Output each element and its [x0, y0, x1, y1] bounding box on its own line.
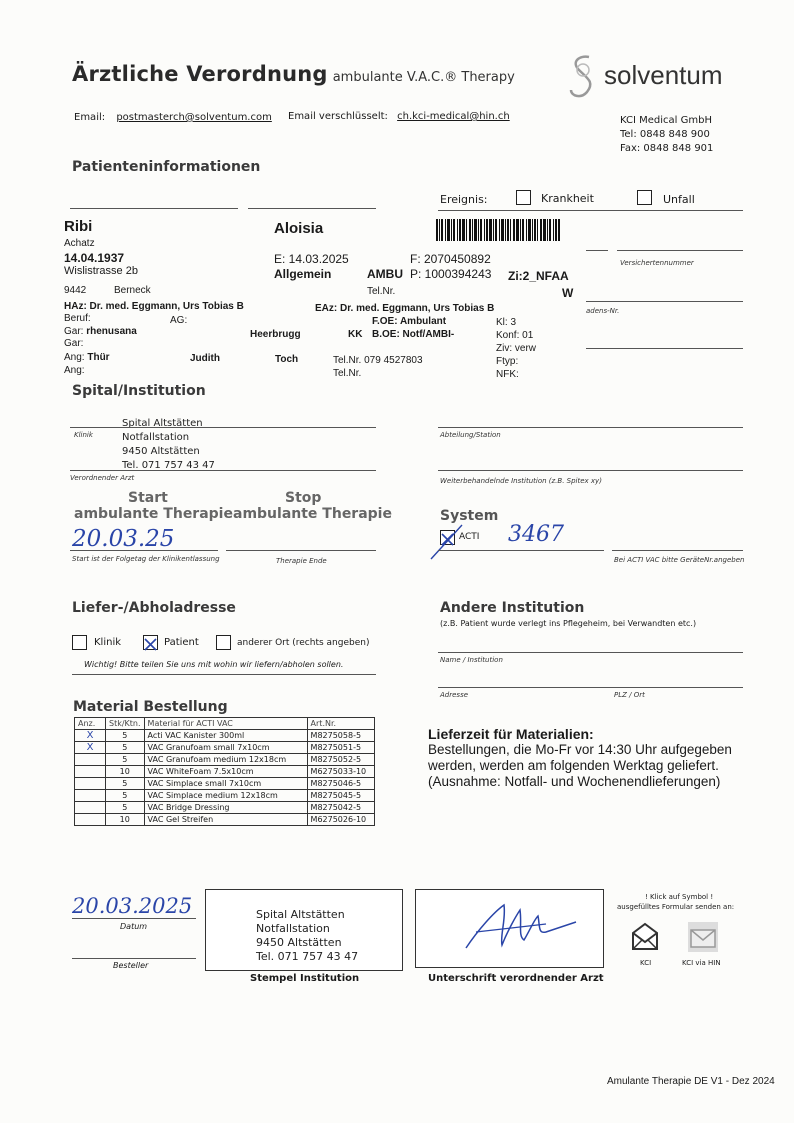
patient-ang2-label: Ang: [64, 365, 85, 376]
cell-quantity[interactable] [75, 766, 106, 778]
start-title-2: ambulante Therapie [74, 506, 233, 522]
inst-stamp-line3: 9450 Altstätten [256, 936, 342, 949]
patient-room: Zi:2_NFAA [508, 269, 569, 283]
patient-barcode [436, 219, 560, 241]
signature-date[interactable]: 20.03.2025 [72, 894, 193, 918]
material-order-table [74, 717, 375, 826]
insurance-number-label: Versichertennummer [620, 259, 694, 267]
envelope-icon [630, 922, 660, 952]
line [438, 470, 743, 471]
cell-material: VAC Bridge Dressing [144, 802, 307, 814]
solventum-logo-icon [565, 52, 605, 102]
company-tel: Tel: 0848 848 900 [620, 129, 710, 140]
delivery-time-text [428, 742, 732, 790]
cell-material: VAC Simplace small 7x10cm [144, 778, 307, 790]
inst-stamp-line2: Notfallstation [256, 922, 330, 935]
name-institution-label: Name / Institution [440, 656, 503, 664]
patient-ang-firstname: Judith [190, 353, 220, 364]
patient-case-number: F: 2070450892 [410, 252, 491, 266]
table-header-row [75, 718, 375, 730]
spital-stamp-line2: Notfallstation [122, 432, 190, 443]
cell-article-number: M8275042-5 [307, 802, 374, 814]
spital-section-title: Spital/Institution [72, 383, 206, 399]
cell-quantity[interactable] [75, 754, 106, 766]
event-illness-label: Krankheit [541, 192, 594, 205]
cell-material: VAC WhiteFoam 7.5x10cm [144, 766, 307, 778]
cell-article-number: M8275045-5 [307, 790, 374, 802]
col-header-artnr: Art.Nr. [307, 718, 374, 730]
check-x-icon [144, 638, 157, 651]
start-title-1: Start [128, 490, 168, 506]
patient-entry-date: E: 14.03.2025 [274, 252, 349, 266]
hin-envelope-icon [688, 922, 718, 952]
cell-pack-size: 10 [106, 766, 145, 778]
cell-pack-size: 5 [106, 802, 145, 814]
kci-label: KCI [640, 959, 652, 967]
cell-pack-size: 5 [106, 742, 145, 754]
patient-gar-label [64, 326, 137, 337]
event-label: Ereignis: [440, 193, 488, 206]
patient-kl: Kl: 3 [496, 317, 517, 328]
address-label: Adresse [440, 691, 469, 699]
line [586, 250, 608, 251]
patient-street: Wislistrasse 2b [64, 265, 138, 277]
scribble-mark-icon [428, 522, 466, 562]
table-row [75, 754, 375, 766]
spital-stamp-line3: 9450 Altstätten [122, 446, 200, 457]
other-institution-note: (z.B. Patient wurde verlegt ins Pflegeheim, bei Verwandten etc.) [440, 619, 697, 628]
cell-material: VAC Granufoam small 7x10cm [144, 742, 307, 754]
click-note-2: ausgefülltes Formular senden an: [617, 903, 735, 911]
cell-quantity[interactable] [75, 802, 106, 814]
patient-section-title: Patienteninformationen [72, 159, 261, 175]
delivery-patient-label: Patient [164, 637, 199, 648]
delivery-klinik-checkbox[interactable] [72, 635, 87, 650]
brand-name: solventum [604, 60, 723, 90]
patient-surname: Ribi [64, 218, 93, 235]
form-title-main: Ärztliche Verordnung [72, 62, 328, 86]
patient-employer-label: AG: [170, 315, 188, 326]
spital-stamp [122, 417, 215, 473]
cell-article-number: M8275051-5 [307, 742, 374, 754]
table-row [75, 790, 375, 802]
cell-article-number: M6275026-10 [307, 814, 374, 826]
line [70, 427, 376, 428]
click-note-1: ! Klick auf Symbol ! [645, 893, 714, 901]
delivery-time-line2: werden, werden am folgenden Werktag geliefert. [428, 758, 719, 773]
cell-pack-size: 5 [106, 778, 145, 790]
stamp-institution-label: Stempel Institution [250, 973, 360, 984]
device-note: Bei ACTI VAC bitte GeräteNr.angeben [614, 556, 745, 564]
table-row [75, 742, 375, 754]
cell-pack-size: 10 [106, 814, 145, 826]
start-note: Start ist der Folgetag der Klinikentlassung [72, 555, 220, 563]
email-enc-label: Email verschlüsselt: [288, 111, 388, 122]
cell-pack-size: 5 [106, 754, 145, 766]
delivery-time-title: Lieferzeit für Materialien: [428, 726, 594, 742]
line [72, 918, 196, 919]
doctor-signature-scribble-icon [416, 890, 603, 967]
line [438, 550, 604, 551]
patient-zip: 9442 [64, 285, 87, 296]
patient-job-label: Beruf: [64, 313, 91, 324]
stop-title-1: Stop [285, 490, 322, 506]
patient-ang-label [64, 352, 110, 363]
patient-home-doctor: HAz: Dr. med. Eggmann, Urs Tobias B [64, 301, 244, 312]
spital-stamp-line1: Spital Altstätten [122, 418, 203, 429]
cell-article-number: M8275046-5 [307, 778, 374, 790]
line [438, 427, 743, 428]
patient-f-oe: F.OE: Ambulant [372, 316, 447, 327]
delivery-note: Wichtig! Bitte teilen Sie uns mit wohin wir liefern/abholen sollen. [84, 660, 344, 669]
delivery-patient-checkbox[interactable] [143, 635, 158, 650]
company-fax: Fax: 0848 848 901 [620, 143, 714, 154]
form-title [72, 62, 515, 86]
stop-title-2: ambulante Therapie [233, 506, 392, 522]
email-enc-row [288, 111, 510, 122]
department-label: Abteilung/Station [440, 431, 501, 439]
cell-quantity[interactable] [75, 814, 106, 826]
line [226, 550, 376, 551]
table-row [75, 730, 375, 742]
line [248, 208, 376, 209]
line [612, 550, 743, 551]
klinik-label: Klinik [74, 431, 93, 439]
company-name: KCI Medical GmbH [620, 115, 712, 126]
doctor-signature-label: Unterschrift verordnender Arzt [428, 973, 604, 984]
patient-ziv: Ziv: verw [496, 343, 536, 354]
line [438, 210, 743, 211]
patient-city: Berneck [114, 285, 151, 296]
orderer-label: Besteller [113, 961, 149, 970]
patient-ftyp: Ftyp: [496, 356, 519, 367]
patient-dob: 14.04.1937 [64, 251, 125, 265]
line [586, 301, 743, 302]
event-illness-checkbox[interactable] [516, 190, 531, 205]
patient-ambu: AMBU [367, 267, 403, 281]
cell-quantity[interactable]: X [75, 730, 106, 742]
line [70, 550, 218, 551]
other-institution-title: Andere Institution [440, 600, 585, 616]
cell-pack-size: 5 [106, 790, 145, 802]
event-accident-checkbox[interactable] [637, 190, 652, 205]
patient-konf: Konf: 01 [496, 330, 534, 341]
patient-kk: KK [348, 329, 363, 340]
col-header-anz: Anz. [75, 718, 106, 730]
table-row [75, 778, 375, 790]
doctor-signature-box[interactable] [415, 889, 604, 968]
patient-ang-tel2: Tel.Nr. [333, 368, 362, 379]
patient-ward-w: W [562, 286, 574, 300]
cell-article-number: M8275052-5 [307, 754, 374, 766]
cell-quantity[interactable] [75, 790, 106, 802]
delivery-section-title: Liefer-/Abholadresse [72, 600, 236, 616]
cell-article-number: M6275033-10 [307, 766, 374, 778]
patient-b-oe: B.OE: Notf/AMBI- [372, 329, 455, 340]
cell-material: VAC Granufoam medium 12x18cm [144, 754, 307, 766]
kci-hin-label: KCI via HIN [682, 959, 721, 967]
patient-p-number: P: 1000394243 [410, 267, 492, 281]
inst-stamp-line1: Spital Altstätten [256, 908, 345, 921]
cell-material: Acti VAC Kanister 300ml [144, 730, 307, 742]
email-row [74, 112, 272, 123]
patient-ang-tel: Tel.Nr. 079 4527803 [333, 355, 423, 366]
date-label: Datum [120, 922, 148, 931]
line [70, 208, 238, 209]
patient-firstname: Aloisia [274, 220, 324, 237]
col-header-stk: Stk/Ktn. [106, 718, 145, 730]
line [617, 250, 743, 251]
line [586, 348, 743, 349]
inst-stamp-line4: Tel. 071 757 43 47 [256, 950, 359, 963]
cell-pack-size: 5 [106, 730, 145, 742]
prescribing-doctor-label: Verordnender Arzt [70, 474, 135, 482]
delivery-other-checkbox[interactable] [216, 635, 231, 650]
system-acti-label: ACTI [459, 532, 480, 542]
spital-stamp-line4: Tel. 071 757 43 47 [122, 460, 215, 471]
delivery-other-label: anderer Ort (rechts angeben) [237, 638, 370, 648]
col-header-material: Material für ACTI VAC [144, 718, 307, 730]
email-link[interactable]: postmasterch@solventum.com [116, 112, 272, 123]
material-table-body [75, 730, 375, 826]
line [70, 470, 376, 471]
table-row [75, 766, 375, 778]
patient-ang-city: Toch [275, 354, 299, 365]
footer-version: Amulante Therapie DE V1 - Dez 2024 [607, 1076, 775, 1087]
barcode-icon [436, 219, 560, 241]
material-table [74, 717, 375, 826]
delivery-time-line1: Bestellungen, die Mo-Fr vor 14:30 Uhr aufgegeben [428, 742, 732, 757]
table-row [75, 802, 375, 814]
delivery-time-line3: (Ausnahme: Notfall- und Wochenendlieferungen) [428, 774, 721, 789]
line [72, 958, 196, 959]
send-kci-button[interactable] [630, 922, 660, 952]
therapy-end-label: Therapie Ende [276, 557, 327, 565]
patient-maiden-name: Achatz [64, 238, 95, 249]
email-label: Email: [74, 112, 106, 123]
patient-gar2-label: Gar: [64, 338, 84, 349]
patient-telnr-label: Tel.Nr. [367, 286, 396, 297]
ang-label: Ang: [64, 352, 85, 363]
line [72, 674, 376, 675]
line [438, 687, 743, 688]
delivery-klinik-label: Klinik [94, 637, 122, 648]
ang-name: Thür [87, 352, 110, 363]
solventum-logo [565, 52, 605, 106]
email-enc-link[interactable]: ch.kci-medical@hin.ch [397, 111, 510, 122]
cell-material: VAC Simplace medium 12x18cm [144, 790, 307, 802]
line [438, 652, 743, 653]
plz-ort-label: PLZ / Ort [614, 691, 645, 699]
therapy-start-date[interactable]: 20.03.25 [72, 526, 175, 552]
gar-value: rhenusana [86, 326, 137, 337]
gar-label: Gar: [64, 326, 84, 337]
table-row [75, 814, 375, 826]
send-kci-hin-button[interactable] [688, 922, 718, 952]
device-number[interactable]: 3467 [508, 522, 564, 547]
event-accident-label: Unfall [663, 193, 695, 206]
institution-stamp [256, 908, 358, 964]
cell-quantity[interactable] [75, 778, 106, 790]
further-institution-label: Weiterbehandelnde Institution (z.B. Spitex xy) [440, 477, 602, 485]
cell-quantity[interactable]: X [75, 742, 106, 754]
company-contact [620, 114, 713, 156]
patient-class: Allgemein [274, 267, 332, 281]
system-title: System [440, 508, 499, 524]
form-title-sub: ambulante V.A.C.® Therapy [332, 70, 515, 85]
cell-material: VAC Gel Streifen [144, 814, 307, 826]
adens-number-label: adens-Nr. [586, 307, 620, 315]
patient-gar-city: Heerbrugg [250, 329, 301, 340]
cell-article-number: M8275058-5 [307, 730, 374, 742]
patient-referring-doctor: EAz: Dr. med. Eggmann, Urs Tobias B [315, 303, 495, 314]
material-section-title: Material Bestellung [73, 699, 228, 715]
patient-nfk: NFK: [496, 369, 519, 380]
